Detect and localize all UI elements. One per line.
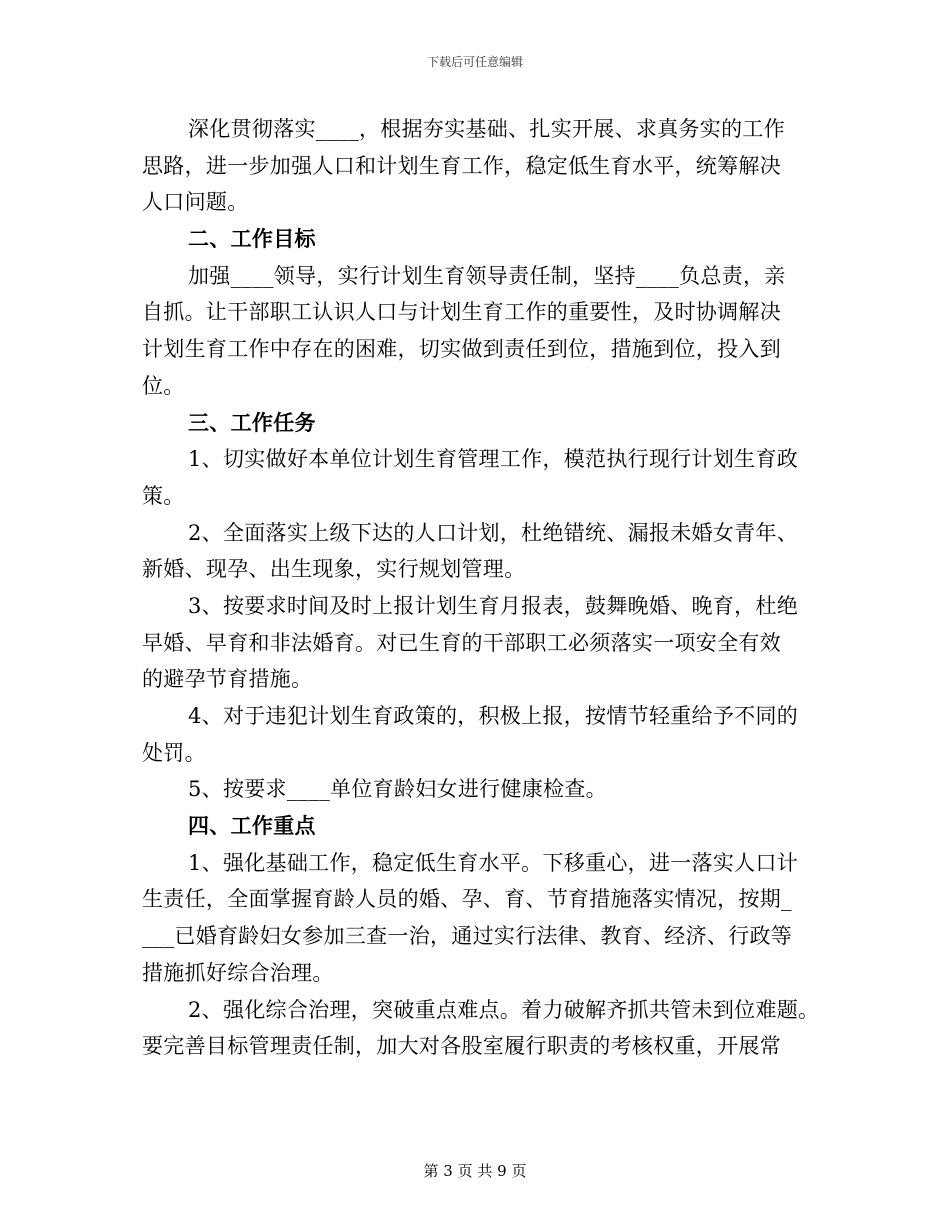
paragraph-line: 3、按要求时间及时上报计划生育月报表，鼓舞晚婚、晚育，杜绝 [188,593,799,618]
paragraph-line: 2、强化综合治理，突破重点难点。着力破解齐抓共管未到位难题。 [188,997,820,1022]
paragraph-line: 早婚、早育和非法婚育。对已生育的干部职工必须落实一项安全有效 [142,630,781,655]
section-heading: 三、工作任务 [188,409,316,435]
page-number: 第 3 页 共 9 页 [423,1162,527,1180]
paragraph-line: 人口问题。 [142,190,249,215]
paragraph-line: 深化贯彻落实____，根据夯实基础、扎实开展、求真务实的工作 [188,117,785,141]
paragraph-line: 4、对于违犯计划生育政策的，积极上报，按情节轻重给予不同的 [188,704,799,728]
paragraph-line: 思路，进一步加强人口和计划生育工作，稳定低生育水平，统筹解决 [142,153,781,178]
paragraph-line: 加强____领导，实行计划生育领导责任制，坚持____负总责，亲 [188,263,786,288]
paragraph-line: 的避孕节育措施。 [142,667,313,692]
paragraph-line: 措施抓好综合治理。 [142,960,334,985]
paragraph-line: 计划生育工作中存在的困难，切实做到责任到位，措施到位，投入到 [142,337,781,362]
paragraph-line: 处罚。 [142,740,206,765]
document-body [142,111,820,1065]
paragraph-line: 1、强化基础工作，稳定低生育水平。下移重心，进一落实人口计 [188,850,799,875]
paragraph-line: 自抓。让干部职工认识人口与计划生育工作的重要性，及时协调解决 [142,300,781,325]
paragraph-line: 要完善目标管理责任制，加大对各股室履行职责的考核权重，开展常 [142,1034,781,1059]
paragraph-line: 生责任，全面掌握育龄人员的婚、孕、育、节育措施落实情况，按期_ [142,887,792,912]
paragraph-line: 1、切实做好本单位计划生育管理工作，模范执行现行计划生育政 [188,447,799,472]
header-note: 下载后可任意编辑 [426,55,523,69]
paragraph-line: ___已婚育龄妇女参加三查一治，通过实行法律、教育、经济、行政等 [142,924,793,949]
paragraph-line: 5、按要求____单位育龄妇女进行健康检查。 [188,777,607,802]
paragraph-line: 2、全面落实上级下达的人口计划，杜绝错统、漏报未婚女青年、 [188,520,799,545]
paragraph-line: 位。 [142,373,185,398]
paragraph-line: 新婚、现孕、出生现象，实行规划管理。 [142,557,526,582]
section-heading: 二、工作目标 [188,226,316,252]
section-heading: 四、工作重点 [188,813,316,839]
paragraph-line: 策。 [142,483,185,508]
